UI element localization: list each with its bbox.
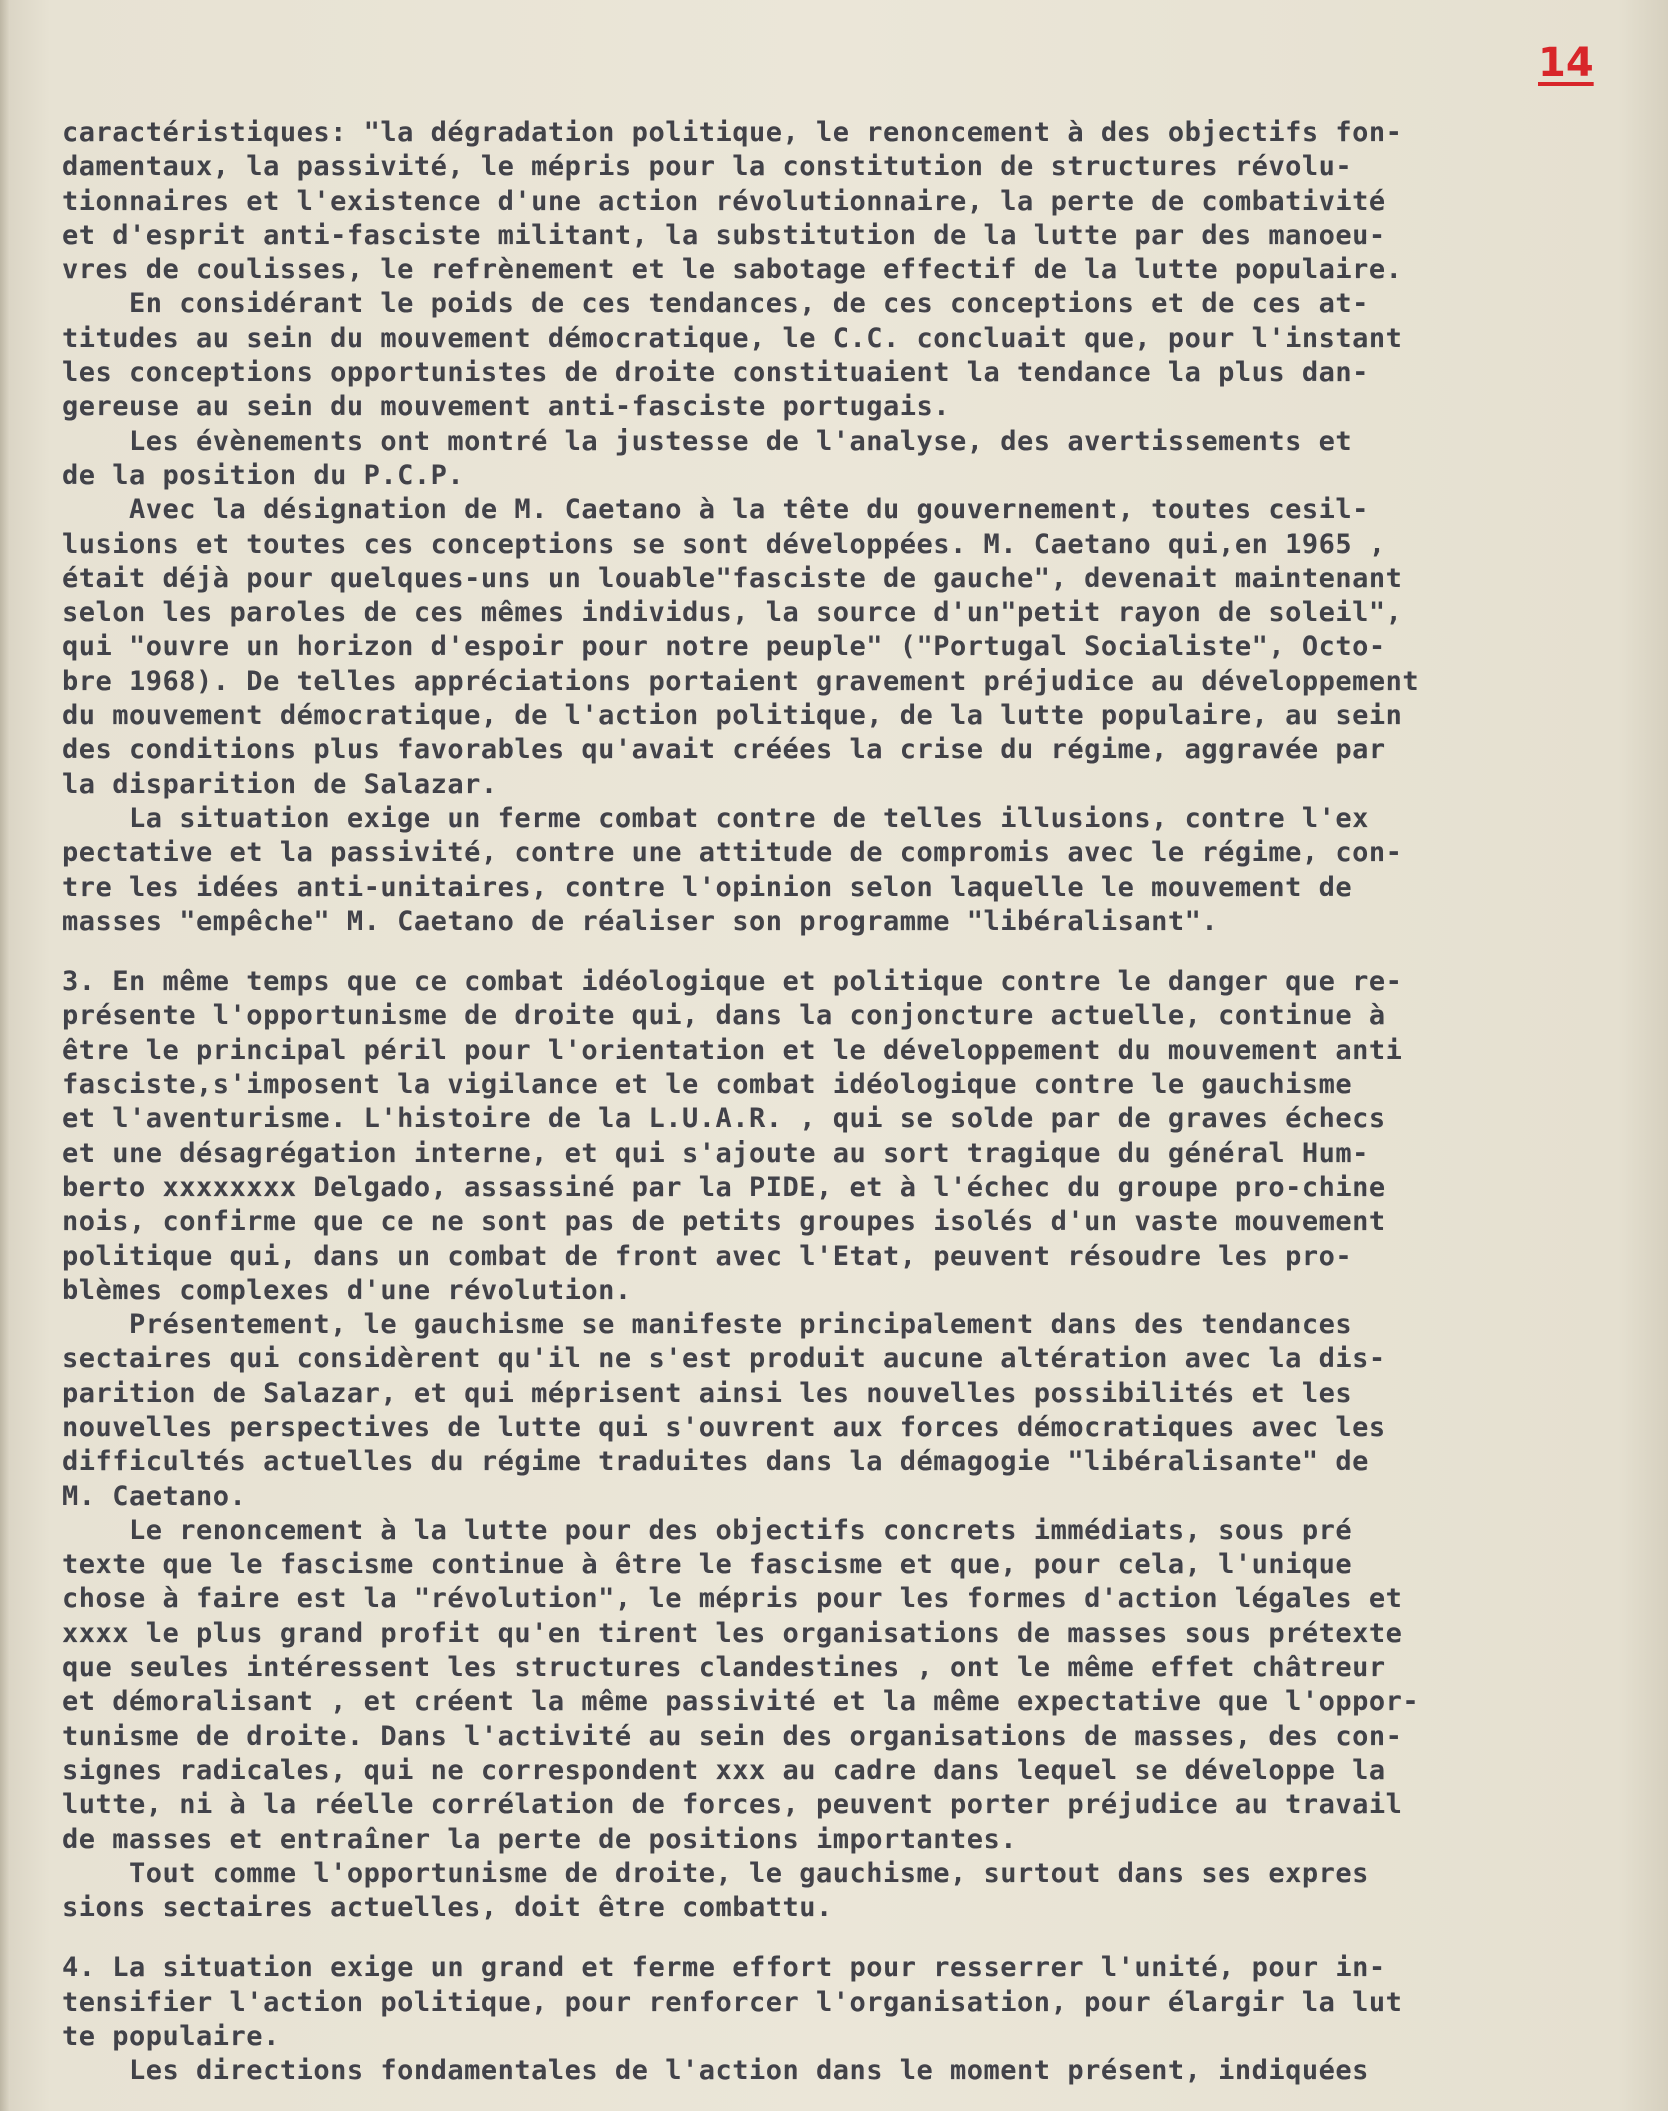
text-line: tionnaires et l'existence d'une action révolutionnaire, la perte de combativité xyxy=(62,185,1386,217)
text-line: bre 1968). De telles appréciations portaient gravement préjudice au développement xyxy=(62,665,1420,697)
page-edge xyxy=(0,0,10,2111)
text-line: Avec la désignation de M. Caetano à la tête du gouvernement, toutes cesil- xyxy=(62,494,1369,526)
text-line: Tout comme l'opportunisme de droite, le gauchisme, surtout dans ses expres xyxy=(62,1857,1369,1889)
text-line: les conceptions opportunistes de droite constituaient la tendance la plus dan- xyxy=(62,357,1369,389)
text-line: et l'aventurisme. L'histoire de la L.U.A.R. , qui se solde par de graves échecs xyxy=(62,1103,1386,1135)
paragraph-gap xyxy=(62,939,1622,965)
text-line: et d'esprit anti-fasciste militant, la substitution de la lutte par des manoeu- xyxy=(62,219,1386,251)
text-line: damentaux, la passivité, le mépris pour la constitution de structures révolu- xyxy=(62,151,1353,183)
text-line: titudes au sein du mouvement démocratique, le C.C. concluait que, pour l'instant xyxy=(62,322,1403,354)
text-line: En considérant le poids de ces tendances, de ces conceptions et de ces at- xyxy=(62,288,1369,320)
text-line: vres de coulisses, le refrènement et le sabotage effectif de la lutte populaire. xyxy=(62,254,1403,286)
text-line: 3. En même temps que ce combat idéologique et politique contre le danger que re- xyxy=(62,966,1403,998)
text-line: texte que le fascisme continue à être le fascisme et que, pour cela, l'unique xyxy=(62,1549,1353,1581)
text-line: tunisme de droite. Dans l'activité au sein des organisations de masses, des con- xyxy=(62,1720,1403,1752)
text-line: que seules intéressent les structures clandestines , ont le même effet châtreur xyxy=(62,1652,1386,1684)
text-line: était déjà pour quelques-uns un louable"fasciste de gauche", devenait maintenant xyxy=(62,562,1403,594)
text-line: lusions et toutes ces conceptions se sont développées. M. Caetano qui,en 1965 , xyxy=(62,528,1386,560)
text-line: fasciste,s'imposent la vigilance et le combat idéologique contre le gauchisme xyxy=(62,1069,1353,1101)
text-line: être le principal péril pour l'orientation et le développement du mouvement anti xyxy=(62,1034,1403,1066)
text-line: Le renoncement à la lutte pour des objectifs concrets immédiats, sous pré xyxy=(62,1514,1353,1546)
text-line: sions sectaires actuelles, doit être combattu. xyxy=(62,1892,833,1924)
text-line: nouvelles perspectives de lutte qui s'ouvrent aux forces démocratiques avec les xyxy=(62,1411,1386,1443)
text-line: tre les idées anti-unitaires, contre l'opinion selon laquelle le mouvement de xyxy=(62,871,1353,903)
text-line: masses "empêche" M. Caetano de réaliser son programme "libéralisant". xyxy=(62,905,1219,937)
text-line: nois, confirme que ce ne sont pas de petits groupes isolés d'un vaste mouvement xyxy=(62,1206,1386,1238)
text-line: de la position du P.C.P. xyxy=(62,459,465,491)
text-line: du mouvement démocratique, de l'action politique, de la lutte populaire, au sein xyxy=(62,700,1403,732)
text-line: chose à faire est la "révolution", le mépris pour les formes d'action légales et xyxy=(62,1583,1403,1615)
text-line: la disparition de Salazar. xyxy=(62,768,498,800)
text-line: blèmes complexes d'une révolution. xyxy=(62,1274,632,1306)
page-number: 14 xyxy=(1538,40,1594,86)
paragraph-gap xyxy=(62,1925,1622,1951)
text-line: M. Caetano. xyxy=(62,1480,247,1512)
typewritten-text-body xyxy=(62,116,1622,2089)
text-line: parition de Salazar, et qui méprisent ainsi les nouvelles possibilités et les xyxy=(62,1377,1353,1409)
text-line: présente l'opportunisme de droite qui, dans la conjoncture actuelle, continue à xyxy=(62,1000,1386,1032)
text-line: caractéristiques: "la dégradation politique, le renoncement à des objectifs fon- xyxy=(62,117,1403,148)
text-line: selon les paroles de ces mêmes individus, la source d'un"petit rayon de soleil", xyxy=(62,597,1403,629)
text-line: des conditions plus favorables qu'avait créées la crise du régime, aggravée par xyxy=(62,734,1386,766)
text-line: La situation exige un ferme combat contre de telles illusions, contre l'ex xyxy=(62,802,1369,834)
text-line: et une désagrégation interne, et qui s'ajoute au sort tragique du général Hum- xyxy=(62,1137,1369,1169)
text-line: tensifier l'action politique, pour renforcer l'organisation, pour élargir la lut xyxy=(62,1986,1403,2018)
text-line: et démoralisant , et créent la même passivité et la même expectative que l'oppor- xyxy=(62,1686,1420,1718)
text-line: te populaire. xyxy=(62,2021,280,2053)
text-line: Les directions fondamentales de l'action dans le moment présent, indiquées xyxy=(62,2055,1369,2087)
text-line: gereuse au sein du mouvement anti-fasciste portugais. xyxy=(62,391,951,423)
text-line: signes radicales, qui ne correspondent xxx au cadre dans lequel se développe la xyxy=(62,1754,1386,1786)
text-line: politique qui, dans un combat de front avec l'Etat, peuvent résoudre les pro- xyxy=(62,1240,1353,1272)
text-line: qui "ouvre un horizon d'espoir pour notre peuple" ("Portugal Socialiste", Octo- xyxy=(62,631,1386,663)
text-line: 4. La situation exige un grand et ferme effort pour resserrer l'unité, pour in- xyxy=(62,1952,1386,1984)
text-line: Présentement, le gauchisme se manifeste principalement dans des tendances xyxy=(62,1309,1353,1341)
text-line: xxxx le plus grand profit qu'en tirent les organisations de masses sous prétexte xyxy=(62,1617,1403,1649)
text-line: sectaires qui considèrent qu'il ne s'est produit aucune altération avec la dis- xyxy=(62,1343,1386,1375)
text-line: difficultés actuelles du régime traduites dans la démagogie "libéralisante" de xyxy=(62,1446,1369,1478)
text-line: pectative et la passivité, contre une attitude de compromis avec le régime, con- xyxy=(62,837,1403,869)
text-line: de masses et entraîner la perte de positions importantes. xyxy=(62,1823,1018,1855)
text-line: lutte, ni à la réelle corrélation de forces, peuvent porter préjudice au travail xyxy=(62,1789,1403,1821)
text-line: Les évènements ont montré la justesse de l'analyse, des avertissements et xyxy=(62,425,1353,457)
text-line: berto xxxxxxxx Delgado, assassiné par la PIDE, et à l'échec du groupe pro-chine xyxy=(62,1171,1386,1203)
